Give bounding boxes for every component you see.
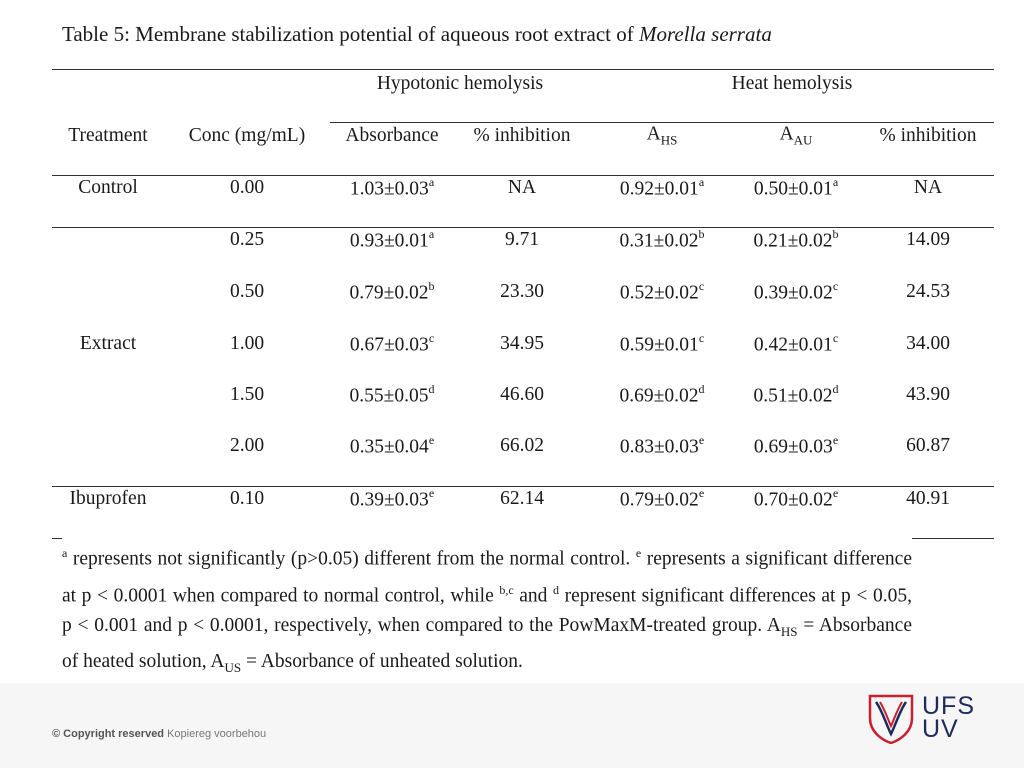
table-cell-inh: 23.30 [500,281,544,302]
table-title: Table 5: Membrane stabilization potential of aqueous root extract of Morella serrata [62,22,772,46]
table-cell-heat_inh: 24.53 [906,281,950,302]
table-cell-abs: 1.03±0.03$^a$ [349,174,435,200]
table-cell-aau: 0.42±0.01$^c$ [753,330,839,356]
table-cell-abs: 0.67±0.03$^c$ [349,330,435,356]
table-cell-conc: 1.00 [229,333,265,354]
table-cell-conc: 0.10 [229,488,265,509]
table-cell-ahs: 0.59±0.01$^c$ [619,330,705,356]
table-cell-treatment: Extract [79,333,137,354]
table-cell-heat_inh: 43.90 [906,384,950,405]
table-cell-ahs: 0.69±0.02$^d$ [619,381,705,407]
table-cell-abs: 0.55±0.05$^d$ [349,381,435,407]
table-cell-inh: 34.95 [500,333,544,354]
header-bottom-rule [52,175,994,176]
table-bottom-rule-right [912,538,994,539]
table-cell-ahs: 0.79±0.02$^e$ [619,485,705,511]
table-cell-heat_inh: NA [913,177,943,198]
table-cell-heat_inh: 14.09 [906,229,950,250]
table-cell-aau: 0.50±0.01$^a$ [753,174,839,200]
table-cell-heat_inh: 60.87 [906,435,950,456]
table-cell-aau: 0.69±0.03$^e$ [753,432,839,458]
table-cell-inh: 46.60 [500,384,544,405]
table-cell-abs: 0.79±0.02$^b$ [349,278,435,304]
table-top-rule [52,69,994,70]
header-heat-group: Heat hemolysis [731,73,853,94]
table-cell-conc: 2.00 [229,435,265,456]
table-cell-aau: 0.39±0.02$^c$ [753,278,839,304]
table-cell-aau: 0.51±0.02$^d$ [753,381,839,407]
table-cell-conc: 0.00 [229,177,265,198]
table-cell-ahs: 0.52±0.02$^c$ [619,278,705,304]
table-cell-aau: 0.70±0.02$^e$ [753,485,839,511]
header-treatment: Treatment [68,125,148,146]
table-cell-treatment: Control [78,177,138,198]
table-cell-aau: 0.21±0.02$^b$ [753,226,839,252]
species-name: Morella serrata [639,22,772,46]
header-hypotonic-group: Hypotonic hemolysis [376,73,544,94]
extract-bottom-rule [52,486,994,487]
table-cell-treatment: Ibuprofen [69,488,147,509]
header-inhibition: % inhibition [473,125,571,146]
table-cell-abs: 0.35±0.04$^e$ [349,432,435,458]
header-absorbance: Absorbance [345,125,439,146]
table-cell-conc: 0.50 [229,281,265,302]
table-cell-abs: 0.93±0.01$^a$ [349,226,435,252]
header-aau: $A_{AU}$ [779,123,813,148]
table-cell-heat_inh: 34.00 [906,333,950,354]
table-cell-ahs: 0.92±0.01$^a$ [619,174,705,200]
logo-text-uv: UV [922,715,959,743]
table-cell-conc: 1.50 [229,384,265,405]
table-cell-conc: 0.25 [229,229,265,250]
table-cell-ahs: 0.31±0.02$^b$ [619,226,705,252]
table-bottom-rule-left [52,538,62,539]
table-cell-inh: 62.14 [500,488,544,509]
table-cell-ahs: 0.83±0.03$^e$ [619,432,705,458]
table-cell-heat_inh: 40.91 [906,488,950,509]
header-conc: Conc (mg/mL) [188,125,306,146]
table-cell-inh: 66.02 [500,435,544,456]
table-cell-inh: 9.71 [504,229,540,250]
table-cell-inh: NA [507,177,537,198]
copyright-notice: © Copyright reserved Kopiereg voorbehou [52,728,267,740]
header-ahs: $A_{HS}$ [646,123,678,148]
control-bottom-rule [52,227,994,228]
logo-text-ufs: UFS [922,692,975,720]
header-heat-inhibition: % inhibition [879,125,977,146]
table-footnote: $^a$ represents not significantly (p>0.05) different from the normal control. $^e$ represents a significant difference at p < 0.0001 when compared to normal control, while $^{b,c}$ and $^d$ represent significant differences at p < 0.05, p < 0.001 and p < 0.0001, respectively, when compared to the PowMaxM-treated group. $A_{HS}$ = Absorbance of heated solution, $A_{US}$ = Absorbance of unheated solution. [62,546,912,675]
table-cell-abs: 0.39±0.03$^e$ [349,485,435,511]
